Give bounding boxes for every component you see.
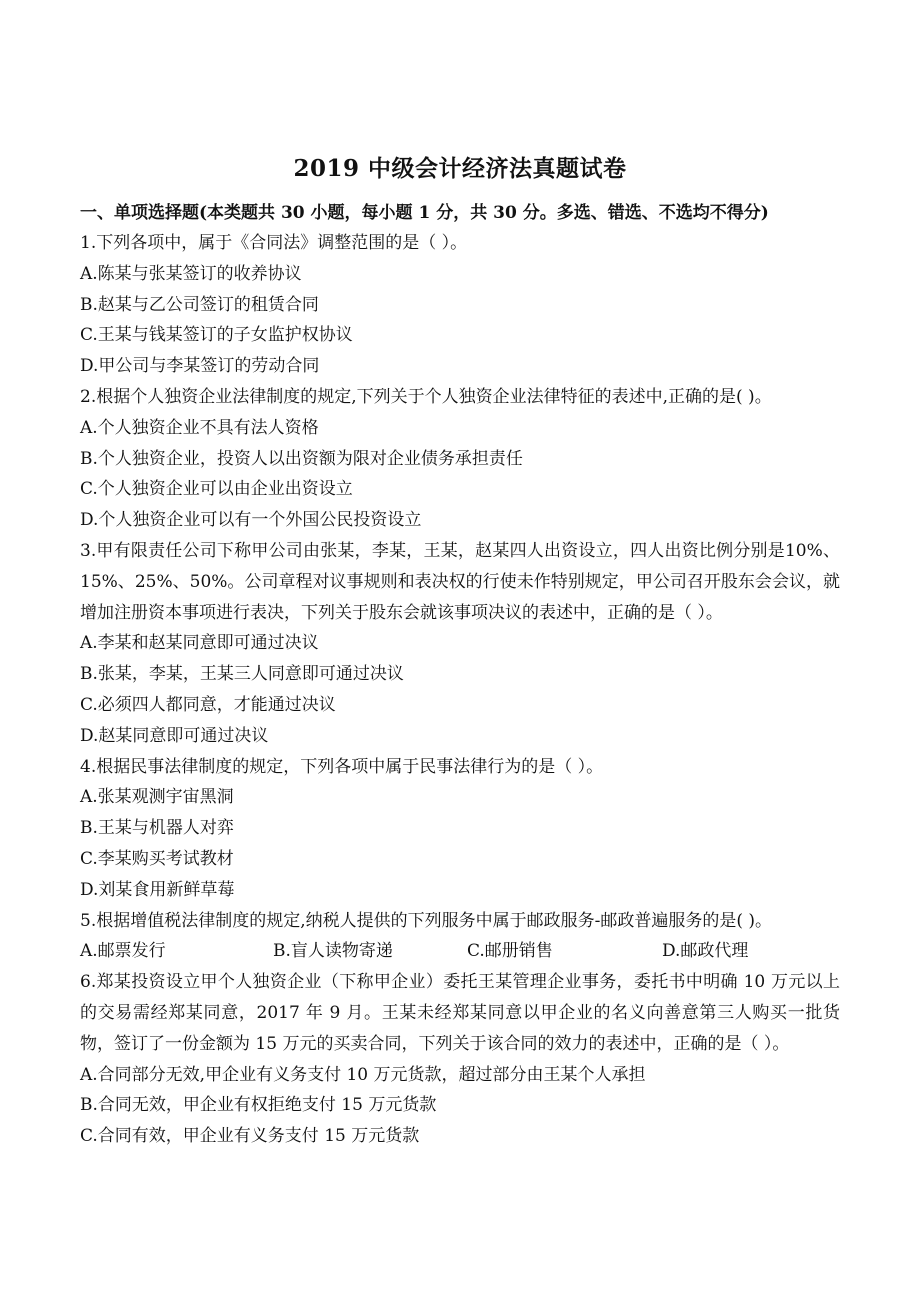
question-stem: 2.根据个人独资企业法律制度的规定,下列关于个人独资企业法律特征的表述中,正确的是( )。: [80, 386, 772, 407]
answer-option: C.李某购买考试教材: [80, 848, 234, 869]
answer-option: A.张某观测宇宙黑洞: [80, 787, 234, 808]
answer-option: A.陈某与张某签订的收养协议: [80, 263, 302, 284]
answer-option: A.李某和赵某同意即可通过决议: [80, 633, 319, 654]
answer-option: B.合同无效，甲企业有权拒绝支付 15 万元货款: [80, 1095, 437, 1116]
question-stem: 6.郑某投资设立甲个人独资企业（下称甲企业）委托王某管理企业事务，委托书中明确 10 万元以上的交易需经郑某同意，2017 年 9 月。王某未经郑某同意以甲企业的名义向善意第三人购买一批货物，签订了一份金额为 15 万元的买卖合同，下列关于该合同的效力的表述中，正确的是（ ）。: [80, 972, 840, 1054]
answer-option: D.刘某食用新鲜草莓: [80, 879, 235, 900]
answer-option: B.个人独资企业，投资人以出资额为限对企业债务承担责任: [80, 448, 523, 469]
question-stem: 5.根据增值税法律制度的规定,纳税人提供的下列服务中属于邮政服务-邮政普遍服务的是( )。: [80, 910, 773, 931]
answer-option: C.个人独资企业可以由企业出资设立: [80, 479, 353, 500]
answer-option: A.邮票发行: [80, 941, 166, 962]
question-stem: 4.根据民事法律制度的规定，下列各项中属于民事法律行为的是（ ）。: [80, 756, 604, 777]
answer-option: C.合同有效，甲企业有义务支付 15 万元货款: [80, 1126, 420, 1147]
answer-option: A.合同部分无效,甲企业有义务支付 10 万元货款，超过部分由王某个人承担: [80, 1064, 646, 1085]
answer-option: D.邮政代理: [662, 941, 749, 962]
answer-option-row: [80, 936, 840, 967]
answer-option: B.王某与机器人对弈: [80, 818, 234, 839]
question-stem: 1.下列各项中，属于《合同法》调整范围的是（ ）。: [80, 233, 468, 253]
answer-option: C.必须四人都同意，才能通过决议: [80, 694, 336, 715]
answer-option: A.个人独资企业不具有法人资格: [80, 417, 319, 438]
document-title: 2019 中级会计经济法真题试卷: [293, 155, 627, 182]
answer-option: C.王某与钱某签订的子女监护权协议: [80, 325, 353, 346]
answer-option: B.赵某与乙公司签订的租赁合同: [80, 294, 319, 315]
answer-option: C.邮册销售: [467, 941, 553, 962]
question-list: [80, 228, 840, 1152]
answer-option: B.张某，李某，王某三人同意即可通过决议: [80, 664, 404, 685]
answer-option: B.盲人读物寄递: [273, 941, 393, 962]
answer-option: D.甲公司与李某签订的劳动合同: [80, 356, 320, 377]
answer-option: D.赵某同意即可通过决议: [80, 725, 269, 746]
answer-option: D.个人独资企业可以有一个外国公民投资设立: [80, 510, 422, 531]
section-heading: 一、单项选择题(本类题共 30 小题，每小题 1 分，共 30 分。多选、错选、不选均不得分): [80, 203, 769, 223]
question-stem: 3.甲有限责任公司下称甲公司由张某，李某，王某，赵某四人出资设立，四人出资比例分别是10%、15%、25%、50%。公司章程对议事规则和表决权的行使未作特别规定，甲公司召开股东会会议，就增加注册资本事项进行表决，下列关于股东会就该事项决议的表述中，正确的是（ ）。: [80, 540, 840, 623]
